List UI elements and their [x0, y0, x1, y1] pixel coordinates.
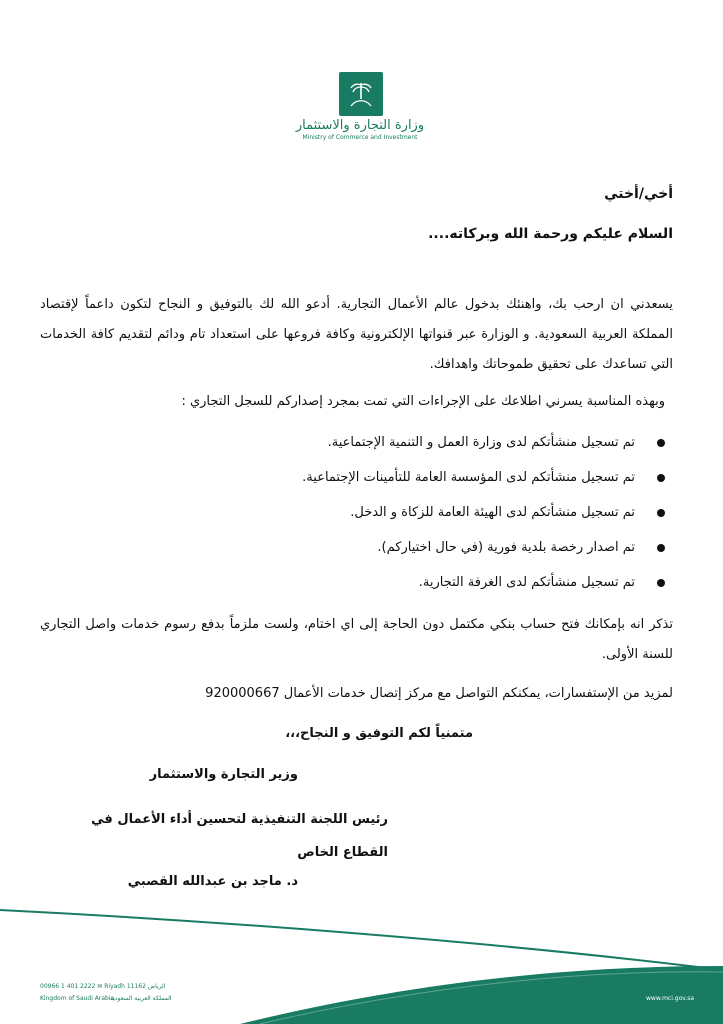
ministry-name-en: Ministry of Commerce and Investment: [302, 134, 418, 141]
list-item: تم تسجيل منشأتكم لدى وزارة العمل و التنمية الإجتماعية.: [185, 430, 665, 465]
procedures-intro: وبهذه المناسبة يسرني اطلاعك على الإجراءات التي تمت بمجرد إصداركم للسجل التجاري :: [181, 394, 665, 409]
fax-icon: ✉: [97, 983, 103, 990]
bullet-icon: [657, 509, 665, 517]
signature-name: د. ماجد بن عبدالله القصبي: [127, 874, 298, 889]
list-item: تم تسجيل منشأتكم لدى الغرفة التجارية.: [185, 570, 665, 605]
procedures-list: [185, 430, 665, 605]
bank-account-reminder: تذكر انه بإمكانك فتح حساب بنكي مكتمل دون الحاجة إلى اي اختام، ولست ملزماً بدفع رسوم خدمات واصل التجاري للسنة الأولى.: [40, 617, 673, 662]
footer-wave: [0, 900, 723, 1024]
bullet-icon: [657, 439, 665, 447]
list-item: تم تسجيل منشأتكم لدى الهيئة العامة للزكاة و الدخل.: [185, 500, 665, 535]
footer-contact-line: [40, 983, 165, 990]
ministry-logo: [339, 72, 383, 116]
list-item: تم تسجيل منشأتكم لدى المؤسسة العامة للتأمينات الإجتماعية.: [185, 465, 665, 500]
kingdom-name-ar: المملكة العربية السعودية: [110, 995, 172, 1002]
postal-address: Riyadh 11162 الرياض: [104, 983, 166, 990]
bullet-icon: [657, 579, 665, 587]
bullet-icon: [657, 544, 665, 552]
kingdom-name-en: Kingdom of Saudi Arabia: [40, 995, 115, 1002]
greeting: السلام عليكم ورحمة الله وبركاته....: [428, 226, 673, 242]
ministry-name-ar: وزارة التجارة والاستثمار: [295, 118, 425, 133]
signature-role: رئيس اللجنة التنفيذية لتحسين أداء الأعمال في القطاع الخاص: [91, 812, 388, 860]
list-item: تم اصدار رخصة بلدية فورية (في حال اختياركم).: [185, 535, 665, 570]
bullet-icon: [657, 474, 665, 482]
welcome-paragraph: يسعدني ان ارحب بك، واهنئك بدخول عالم الأعمال التجارية. أدعو الله لك بالتوفيق و النجاح لتكون داعماً لإقتصاد المملكة العربية السعودية. و الوزارة عبر قنواتها الإلكترونية وكافة فروعها على استعداد تام ودائم لتقديم كافة الخدمات التي تساعدك على تحقيق طموحاتك واهدافك.: [40, 297, 673, 372]
signature-title: وزير التجارة والاستثمار: [149, 767, 298, 782]
palm-swords-emblem-icon: [344, 77, 378, 111]
phone-number: 00966 1 401 2222: [40, 983, 96, 990]
closing-wish: متمنياً لكم التوفيق و النجاح،،،: [285, 726, 473, 741]
contact-info: لمزيد من الإستفسارات، يمكنكم التواصل مع مركز إتصال خدمات الأعمال 920000667: [205, 686, 673, 701]
website-link[interactable]: www.mci.gov.sa: [646, 995, 695, 1002]
salutation: أخي/أختي: [604, 186, 673, 202]
